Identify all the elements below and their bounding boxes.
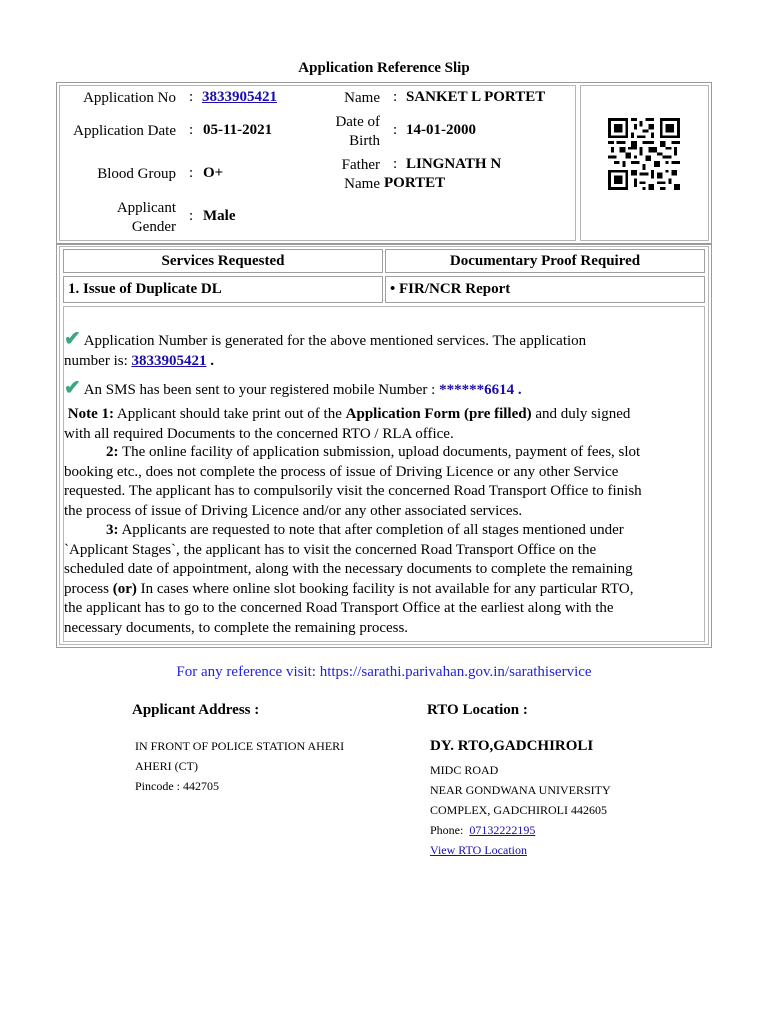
note-2-line-2: booking etc., does not complete the process of issue of Driving Licence or any other Service — [64, 463, 619, 480]
father-label-line2: Name — [344, 176, 380, 192]
application-date: 05-11-2021 — [203, 122, 273, 138]
colon: : — [393, 156, 398, 172]
application-number-link[interactable]: 3833905421 — [202, 89, 277, 105]
note-3-line-6: necessary documents, to complete the remaining process. — [64, 619, 409, 636]
period: . — [210, 352, 214, 369]
check-icon: ✔ — [64, 328, 81, 350]
applicant-name: SANKET L PORTET — [406, 89, 546, 105]
note-1-text-a: Applicant should take print out of the — [116, 406, 342, 422]
name-label: Name — [344, 90, 380, 106]
note-2-label: 2: — [106, 444, 119, 460]
address-line-1: IN FRONT OF POLICE STATION AHERI — [135, 739, 345, 753]
proof-cell: • FIR/NCR Report — [385, 276, 705, 303]
gender: Male — [203, 208, 236, 224]
note-1-text-b: and duly signed — [535, 406, 631, 422]
services-requested-header: Services Requested — [63, 249, 383, 273]
rto-line-2: NEAR GONDWANA UNIVERSITY — [430, 783, 611, 797]
sms-paragraph — [64, 379, 704, 401]
note-3-line-5: the applicant has to go to the concerned Road Transport Office at the earliest along with the — [64, 600, 614, 616]
service-cell: 1. Issue of Duplicate DL — [63, 276, 383, 303]
note-2-line-1: The online facility of application submission, upload documents, payment of fees, slot — [121, 444, 641, 460]
date-of-birth: 14-01-2000 — [406, 122, 476, 138]
note-3-line-4c: In cases where online slot booking facility is not available for any particular RTO, — [140, 580, 634, 597]
note-3-label: 3: — [106, 522, 119, 538]
documentary-proof-header: Documentary Proof Required — [385, 249, 705, 273]
qr-code — [606, 118, 682, 190]
blood-group: O+ — [203, 165, 224, 181]
applicant-address — [135, 736, 344, 796]
dob-label — [310, 113, 380, 151]
blood-group-label: Blood Group — [97, 166, 176, 182]
dob-label-line1: Date of — [335, 114, 380, 130]
colon: : — [189, 122, 194, 138]
rto-phone — [430, 820, 611, 840]
colon: : — [393, 89, 398, 105]
rto-line-3: COMPLEX, GADCHIROLI 442605 — [430, 803, 607, 817]
note-3-or: (or) — [112, 580, 137, 597]
colon: : — [189, 208, 194, 224]
gender-label — [60, 199, 176, 237]
colon: : — [189, 165, 194, 181]
note-3-line-4a: process — [64, 580, 109, 597]
father-label-line1: Father — [341, 157, 380, 173]
check-icon: ✔ — [64, 377, 81, 399]
app-number-link[interactable]: 3833905421 — [131, 352, 207, 369]
app-no-label: Application No — [83, 90, 176, 106]
dob-label-line2: Birth — [349, 133, 380, 149]
view-rto-location-link[interactable]: View RTO Location — [430, 843, 527, 857]
note-1-bold: Application Form (pre filled) — [345, 406, 532, 422]
father-name-line1: LINGNATH N — [406, 156, 502, 172]
note-3-line-1: Applicants are requested to note that after completion of all stages mentioned under — [121, 522, 624, 538]
app-number-text: Application Number is generated for the above mentioned services. The application — [83, 333, 587, 349]
rto-line-1: MIDC ROAD — [430, 763, 499, 777]
father-label — [310, 156, 380, 175]
note-1-text-c: with all required Documents to the concerned RTO / RLA office. — [64, 425, 454, 442]
note-1 — [64, 405, 704, 444]
note-1-label: Note 1: — [67, 406, 114, 422]
applicant-address-heading: Applicant Address : — [132, 702, 260, 718]
gender-label-line2: Gender — [131, 219, 176, 235]
page-title: Application Reference Slip — [298, 60, 470, 76]
colon: : — [393, 122, 398, 138]
rto-location-heading: RTO Location : — [427, 702, 528, 718]
note-3-line-2: `Applicant Stages`, the applicant has to visit the concerned Road Transport Office on the — [64, 541, 597, 558]
note-2-line-4: the process of issue of Driving Licence and/or any other associated services. — [64, 502, 523, 519]
note-3 — [64, 521, 704, 638]
phone-label: Phone: — [430, 823, 464, 837]
reference-link[interactable]: For any reference visit: https://sarathi.parivahan.gov.in/sarathiservice — [176, 664, 592, 680]
phone-link[interactable]: 07132222195 — [469, 823, 536, 837]
mobile-number: ******6614 . — [439, 382, 522, 398]
father-name-line2: PORTET — [384, 175, 446, 191]
gender-label-line1: Applicant — [116, 200, 176, 216]
sms-text: An SMS has been sent to your registered mobile Number : — [83, 382, 436, 398]
rto-name: DY. RTO,GADCHIROLI — [430, 738, 594, 754]
note-2-line-3: requested. The applicant has to compulsorily visit the concerned Road Transport Office to finish — [64, 483, 642, 499]
app-number-text-2: number is: — [64, 352, 128, 369]
note-2 — [64, 443, 704, 521]
address-line-2: AHERI (CT) — [135, 759, 198, 773]
app-date-label: Application Date — [73, 123, 176, 139]
colon: : — [189, 89, 194, 105]
rto-address — [430, 760, 611, 860]
notes-app-number-paragraph — [64, 330, 704, 371]
address-pincode: Pincode : 442705 — [135, 779, 219, 793]
note-3-line-3: scheduled date of appointment, along with the necessary documents to complete the remaining — [64, 561, 633, 577]
